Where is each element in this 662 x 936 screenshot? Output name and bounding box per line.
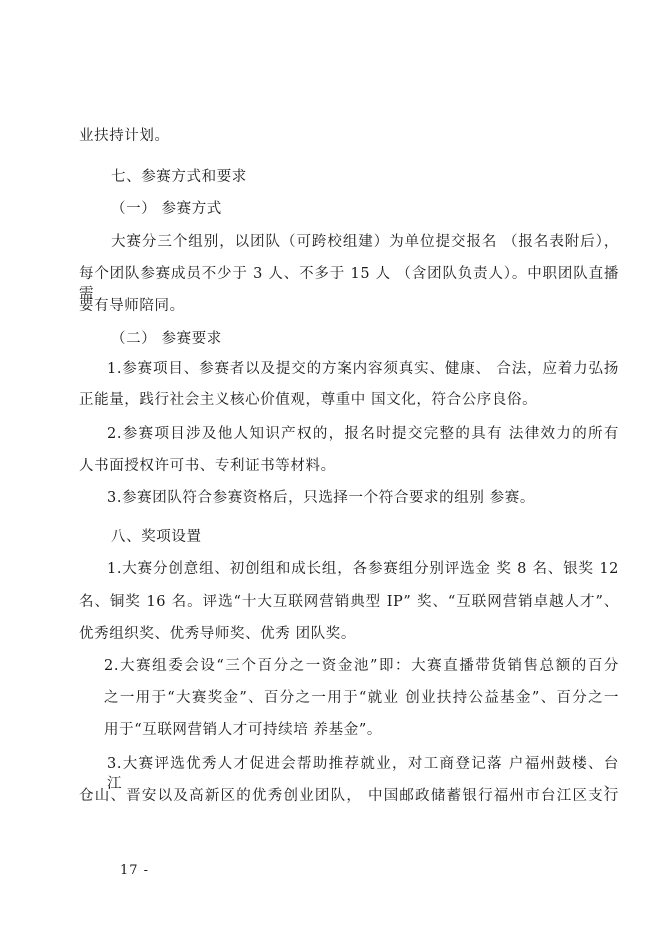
section-heading-8: 八、奖项设置 bbox=[111, 529, 202, 545]
paragraph-line: 人书面授权许可书、专利证书等材料。 bbox=[79, 458, 336, 474]
paragraph-line: 仓山、晋安以及高新区的优秀创业团队， 中国邮政储蓄银行福州市台江区支行 bbox=[79, 788, 619, 804]
paragraph-line: 每个团队参赛成员不少于 3 人、不多于 15 人 （含团队负责人）。中职团队直播需 bbox=[79, 266, 619, 302]
page-number: 17 - bbox=[120, 863, 150, 878]
paragraph-line: 1.大赛分创意组、初创组和成长组，各参赛组分别评选金 奖 8 名、银奖 12 bbox=[107, 561, 619, 577]
paragraph-line: 要有导师陪同。 bbox=[79, 298, 185, 314]
paragraph-line: 3.参赛团队符合参赛资格后，只选择一个符合要求的组别 参赛。 bbox=[107, 490, 535, 506]
paragraph-line: 名、铜奖 16 名。评选“十大互联网营销典型 IP” 奖、“互联网营销卓越人才”、 bbox=[79, 594, 619, 610]
subsection-heading-2: （二） 参赛要求 bbox=[111, 331, 222, 347]
paragraph-line: 大赛分三个组别，以团队（可跨校组建）为单位提交报名 （报名表附后）， bbox=[111, 234, 619, 250]
section-heading-7: 七、参赛方式和要求 bbox=[111, 169, 247, 185]
paragraph-line: 业扶持计划。 bbox=[79, 128, 170, 144]
paragraph-line: 2.大赛组委会设“三个百分之一资金池”即：大赛直播带货销售总额的百分 bbox=[104, 658, 619, 674]
paragraph-line: 3.大赛评选优秀人才促进会帮助推荐就业，对工商登记落 户福州鼓楼、台江、 bbox=[107, 756, 619, 792]
paragraph-line: 正能量，践行社会主义核心价值观，尊重中 国文化，符合公序良俗。 bbox=[79, 392, 538, 408]
subsection-heading-1: （一） 参赛方式 bbox=[111, 201, 222, 217]
paragraph-line: 用于“互联网营销人才可持续培 养基金”。 bbox=[104, 722, 382, 738]
paragraph-line: 优秀组织奖、优秀导师奖、优秀 团队奖。 bbox=[79, 626, 357, 642]
paragraph-line: 之一用于“大赛奖金”、百分之一用于“就业 创业扶持公益基金”、百分之一 bbox=[104, 690, 619, 706]
paragraph-line: 1.参赛项目、参赛者以及提交的方案内容须真实、健康、 合法，应着力弘扬 bbox=[107, 361, 619, 377]
paragraph-line: 2.参赛项目涉及他人知识产权的，报名时提交完整的具有 法律效力的所有 bbox=[107, 426, 619, 442]
